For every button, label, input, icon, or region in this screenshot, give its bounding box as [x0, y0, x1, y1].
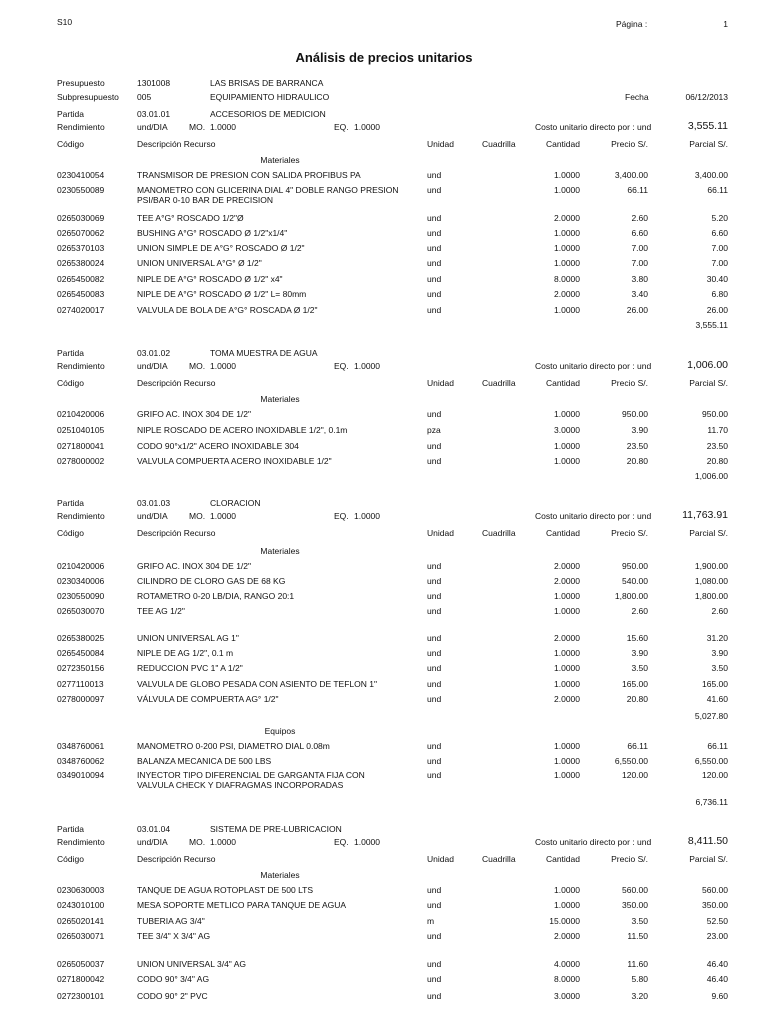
row-code: 0265020141 [57, 916, 105, 926]
col-unidad: Unidad [427, 854, 454, 864]
row-price: 11.50 [627, 931, 648, 941]
row-unit: und [427, 185, 442, 195]
row-partial: 1,080.00 [694, 576, 728, 586]
row-code: 0230550090 [57, 591, 105, 601]
row-price: 3.40 [631, 289, 648, 299]
row-unit: und [427, 959, 442, 969]
row-partial: 2.60 [711, 606, 728, 616]
row-price: 66.11 [627, 185, 648, 195]
row-unit: und [427, 606, 442, 616]
col-codigo: Código [57, 139, 84, 149]
costo-value: 11,763.91 [682, 509, 728, 521]
row-unit: und [427, 974, 442, 984]
row-unit: und [427, 741, 442, 751]
row-code: 0230630003 [57, 885, 105, 895]
presupuesto-code: 1301008 [137, 78, 171, 88]
row-unit: und [427, 991, 442, 1001]
row-partial: 3.90 [711, 648, 728, 658]
row-code: 0348760062 [57, 756, 105, 766]
row-quantity: 2.0000 [554, 561, 580, 571]
eq-value: 1.0000 [354, 361, 380, 371]
row-quantity: 1.0000 [554, 591, 580, 601]
row-partial: 950.00 [702, 409, 728, 419]
eq-value: 1.0000 [354, 122, 380, 132]
row-description: REDUCCION PVC 1" A 1/2" [137, 663, 243, 673]
row-quantity: 2.0000 [554, 633, 580, 643]
row-price: 3.20 [631, 991, 648, 1001]
group-heading: Materiales [260, 155, 300, 165]
row-quantity: 1.0000 [554, 409, 580, 419]
col-cantidad: Cantidad [545, 528, 580, 538]
col-cuadrilla: Cuadrilla [482, 528, 516, 538]
mo-label: MO. [189, 511, 206, 521]
row-description: MANOMETRO 0-200 PSI, DIAMETRO DIAL 0.08m [137, 741, 330, 751]
col-parcial: Parcial S/. [689, 854, 728, 864]
row-code: 0265030071 [57, 931, 105, 941]
row-partial: 1,800.00 [694, 591, 728, 601]
row-unit: pza [427, 425, 441, 435]
row-unit: und [427, 258, 442, 268]
row-price: 540.00 [622, 576, 648, 586]
row-quantity: 1.0000 [554, 441, 580, 451]
group-heading: Equipos [264, 726, 296, 736]
row-quantity: 1.0000 [554, 456, 580, 466]
mo-value: 1.0000 [210, 122, 236, 132]
row-quantity: 1.0000 [554, 663, 580, 673]
row-partial: 52.50 [706, 916, 728, 926]
row-price: 15.60 [626, 633, 648, 643]
row-partial: 46.40 [706, 974, 728, 984]
row-partial: 560.00 [702, 885, 728, 895]
row-description: CILINDRO DE CLORO GAS DE 68 KG [137, 576, 286, 586]
row-code: 0271800041 [57, 441, 105, 451]
row-partial: 120.00 [702, 770, 728, 780]
costo-value: 1,006.00 [687, 359, 728, 371]
rendimiento-unit: und/DIA [137, 837, 168, 847]
fecha-label: Fecha [625, 92, 649, 102]
page-label: Página : [616, 19, 648, 29]
row-quantity: 15.0000 [549, 916, 580, 926]
rendimiento-label: Rendimiento [57, 361, 105, 371]
row-price: 120.00 [622, 770, 648, 780]
row-price: 66.11 [627, 741, 648, 751]
row-partial: 9.60 [711, 991, 728, 1001]
row-partial: 165.00 [702, 679, 728, 689]
row-unit: und [427, 885, 442, 895]
row-description: INYECTOR TIPO DIFERENCIAL DE GARGANTA FIJA CON VALVULA CHECK Y DIAFRAGMAS INCORPORADAS [137, 770, 365, 790]
page-title: Análisis de precios unitarios [295, 50, 473, 65]
row-description: TRANSMISOR DE PRESION CON SALIDA PROFIBUS PA [137, 170, 361, 180]
row-price: 6,550.00 [614, 756, 648, 766]
row-quantity: 1.0000 [554, 741, 580, 751]
row-price: 350.00 [622, 900, 648, 910]
row-description: UNION UNIVERSAL 3/4" AG [137, 959, 246, 969]
row-description: TEE AG 1/2" [137, 606, 185, 616]
row-partial: 20.80 [706, 456, 728, 466]
row-quantity: 2.0000 [554, 576, 580, 586]
row-code: 0210420006 [57, 409, 105, 419]
row-code: 0230410054 [57, 170, 105, 180]
row-quantity: 8.0000 [554, 974, 580, 984]
col-codigo: Código [57, 378, 84, 388]
row-description: GRIFO AC. INOX 304 DE 1/2" [137, 561, 252, 571]
row-price: 6.60 [631, 228, 648, 238]
row-price: 560.00 [622, 885, 648, 895]
partida-label: Partida [57, 109, 84, 119]
costo-value: 3,555.11 [687, 120, 728, 132]
row-unit: und [427, 213, 442, 223]
page-number: 1 [723, 19, 728, 29]
row-quantity: 1.0000 [554, 756, 580, 766]
row-quantity: 1.0000 [554, 770, 580, 780]
row-partial: 6.60 [711, 228, 728, 238]
mo-value: 1.0000 [210, 361, 236, 371]
row-partial: 23.00 [706, 931, 728, 941]
row-price: 7.00 [631, 258, 648, 268]
row-unit: und [427, 305, 442, 315]
row-unit: und [427, 409, 442, 419]
group-subtotal: 3,555.11 [695, 320, 728, 330]
row-price: 20.80 [626, 694, 648, 704]
row-price: 26.00 [626, 305, 648, 315]
row-quantity: 1.0000 [554, 228, 580, 238]
partida-name: SISTEMA DE PRE-LUBRICACION [210, 824, 342, 834]
row-code: 0265030069 [57, 213, 105, 223]
partida-code: 03.01.01 [137, 109, 171, 119]
mo-value: 1.0000 [210, 511, 236, 521]
col-cantidad: Cantidad [545, 854, 580, 864]
col-parcial: Parcial S/. [689, 378, 728, 388]
subpresupuesto-name: EQUIPAMIENTO HIDRAULICO [210, 92, 330, 102]
row-unit: und [427, 770, 442, 780]
row-price: 11.60 [627, 959, 648, 969]
col-cuadrilla: Cuadrilla [482, 139, 516, 149]
subpresupuesto-label: Subpresupuesto [57, 92, 119, 102]
row-unit: und [427, 648, 442, 658]
mo-label: MO. [189, 122, 206, 132]
row-unit: und [427, 274, 442, 284]
row-description: VÁLVULA DE COMPUERTA AG° 1/2" [137, 694, 279, 704]
col-cuadrilla: Cuadrilla [482, 378, 516, 388]
row-code: 0243010100 [57, 900, 105, 910]
row-code: 0278000002 [57, 456, 105, 466]
row-unit: und [427, 591, 442, 601]
row-code: 0265050037 [57, 959, 105, 969]
report-code: S10 [57, 17, 73, 27]
row-code: 0277110013 [57, 679, 104, 689]
row-code: 0348760061 [57, 741, 105, 751]
col-parcial: Parcial S/. [689, 139, 728, 149]
row-price: 2.60 [631, 606, 648, 616]
row-description: TEE 3/4" X 3/4" AG [137, 931, 211, 941]
group-subtotal: 1,006.00 [694, 471, 728, 481]
row-price: 950.00 [622, 409, 648, 419]
row-partial: 3,400.00 [694, 170, 728, 180]
partida-code: 03.01.04 [137, 824, 171, 834]
row-partial: 1,900.00 [694, 561, 728, 571]
col-codigo: Código [57, 854, 84, 864]
eq-label: EQ. [334, 837, 349, 847]
eq-value: 1.0000 [354, 511, 380, 521]
row-quantity: 8.0000 [554, 274, 580, 284]
row-code: 0265450082 [57, 274, 105, 284]
row-description: MESA SOPORTE METLICO PARA TANQUE DE AGUA [137, 900, 347, 910]
costo-label: Costo unitario directo por : und [535, 122, 652, 132]
row-description: CODO 90°x1/2" ACERO INOXIDABLE 304 [137, 441, 299, 451]
row-quantity: 3.0000 [554, 991, 580, 1001]
row-partial: 3.50 [711, 663, 728, 673]
row-code: 0271800042 [57, 974, 105, 984]
row-description: NIPLE DE A°G° ROSCADO Ø 1/2" x4" [137, 274, 283, 284]
row-partial: 46.40 [706, 959, 728, 969]
rendimiento-unit: und/DIA [137, 122, 168, 132]
row-code: 0265380025 [57, 633, 105, 643]
row-price: 2.60 [631, 213, 648, 223]
row-partial: 5.20 [711, 213, 728, 223]
row-price: 23.50 [626, 441, 648, 451]
row-code: 0265370103 [57, 243, 105, 253]
row-description: NIPLE DE A°G° ROSCADO Ø 1/2" L= 80mm [137, 289, 307, 299]
row-price: 1,800.00 [614, 591, 648, 601]
row-price: 165.00 [622, 679, 648, 689]
row-description: NIPLE DE AG 1/2", 0.1 m [137, 648, 234, 658]
row-unit: und [427, 228, 442, 238]
row-code: 0265450084 [57, 648, 105, 658]
row-description: ROTAMETRO 0-20 LB/DIA, RANGO 20:1 [137, 591, 295, 601]
row-price: 3.50 [631, 916, 648, 926]
row-quantity: 2.0000 [554, 289, 580, 299]
col-parcial: Parcial S/. [689, 528, 728, 538]
row-code: 0230340006 [57, 576, 105, 586]
row-quantity: 1.0000 [554, 170, 580, 180]
row-unit: und [427, 694, 442, 704]
row-quantity: 4.0000 [554, 959, 580, 969]
row-description: UNION SIMPLE DE A°G° ROSCADO Ø 1/2" [137, 243, 305, 253]
row-description: MANOMETRO CON GLICERINA DIAL 4" DOBLE RANGO PRESION PSI/BAR 0-10 BAR DE PRECISION [137, 185, 399, 205]
row-quantity: 2.0000 [554, 694, 580, 704]
partida-code: 03.01.03 [137, 498, 171, 508]
row-quantity: 1.0000 [554, 900, 580, 910]
col-unidad: Unidad [427, 378, 454, 388]
row-price: 3,400.00 [614, 170, 648, 180]
row-unit: und [427, 663, 442, 673]
col-codigo: Código [57, 528, 84, 538]
row-partial: 11.70 [707, 425, 728, 435]
rendimiento-unit: und/DIA [137, 511, 168, 521]
row-unit: und [427, 900, 442, 910]
row-quantity: 1.0000 [554, 305, 580, 315]
mo-label: MO. [189, 837, 206, 847]
group-heading: Materiales [260, 870, 300, 880]
fecha-value: 06/12/2013 [685, 92, 728, 102]
row-quantity: 2.0000 [554, 931, 580, 941]
row-partial: 31.20 [706, 633, 728, 643]
col-descripcion: Descripción Recurso [137, 528, 216, 538]
row-price: 3.90 [631, 425, 648, 435]
partida-label: Partida [57, 498, 84, 508]
row-description: BALANZA MECANICA DE 500 LBS [137, 756, 272, 766]
row-description: VALVULA COMPUERTA ACERO INOXIDABLE 1/2" [137, 456, 332, 466]
row-price: 3.80 [631, 274, 648, 284]
row-price: 3.90 [631, 648, 648, 658]
row-description: UNION UNIVERSAL A°G° Ø 1/2" [137, 258, 262, 268]
row-description: VALVULA DE GLOBO PESADA CON ASIENTO DE TEFLON 1" [137, 679, 377, 689]
rendimiento-unit: und/DIA [137, 361, 168, 371]
row-price: 7.00 [631, 243, 648, 253]
row-code: 0265070062 [57, 228, 105, 238]
row-description: GRIFO AC. INOX 304 DE 1/2" [137, 409, 252, 419]
row-description: TUBERIA AG 3/4" [137, 916, 205, 926]
row-partial: 30.40 [706, 274, 728, 284]
group-subtotal: 6,736.11 [695, 797, 728, 807]
col-precio: Precio S/. [611, 139, 648, 149]
row-code: 0265450083 [57, 289, 105, 299]
col-precio: Precio S/. [611, 378, 648, 388]
row-unit: und [427, 679, 442, 689]
row-code: 0265380024 [57, 258, 105, 268]
costo-label: Costo unitario directo por : und [535, 361, 652, 371]
partida-name: CLORACION [210, 498, 261, 508]
row-unit: und [427, 561, 442, 571]
col-precio: Precio S/. [611, 528, 648, 538]
row-quantity: 1.0000 [554, 243, 580, 253]
row-partial: 350.00 [702, 900, 728, 910]
eq-label: EQ. [334, 511, 349, 521]
row-unit: und [427, 931, 442, 941]
row-description: TEE A°G° ROSCADO 1/2"Ø [137, 213, 244, 223]
col-cantidad: Cantidad [545, 139, 580, 149]
row-description: NIPLE ROSCADO DE ACERO INOXIDABLE 1/2", 0.1m [137, 425, 348, 435]
row-unit: und [427, 756, 442, 766]
col-descripcion: Descripción Recurso [137, 378, 216, 388]
row-quantity: 1.0000 [554, 258, 580, 268]
row-description: CODO 90° 3/4" AG [137, 974, 210, 984]
row-partial: 66.11 [707, 741, 728, 751]
row-unit: und [427, 633, 442, 643]
row-quantity: 1.0000 [554, 648, 580, 658]
row-description: TANQUE DE AGUA ROTOPLAST DE 500 LTS [137, 885, 314, 895]
partida-label: Partida [57, 348, 84, 358]
rendimiento-label: Rendimiento [57, 122, 105, 132]
col-unidad: Unidad [427, 139, 454, 149]
group-heading: Materiales [260, 546, 300, 556]
row-code: 0251040105 [57, 425, 105, 435]
row-unit: und [427, 289, 442, 299]
row-code: 0274020017 [57, 305, 105, 315]
row-price: 20.80 [626, 456, 648, 466]
mo-label: MO. [189, 361, 206, 371]
eq-label: EQ. [334, 122, 349, 132]
row-price: 5.80 [631, 974, 648, 984]
costo-value: 8,411.50 [687, 835, 728, 847]
partida-name: ACCESORIOS DE MEDICION [210, 109, 326, 119]
row-unit: und [427, 456, 442, 466]
row-quantity: 2.0000 [554, 213, 580, 223]
row-code: 0210420006 [57, 561, 105, 571]
row-code: 0265030070 [57, 606, 105, 616]
row-price: 3.50 [631, 663, 648, 673]
row-code: 0278000097 [57, 694, 105, 704]
rendimiento-label: Rendimiento [57, 837, 105, 847]
row-code: 0272350156 [57, 663, 105, 673]
row-partial: 6.80 [711, 289, 728, 299]
group-subtotal: 5,027.80 [694, 711, 728, 721]
costo-label: Costo unitario directo por : und [535, 511, 652, 521]
row-description: VALVULA DE BOLA DE A°G° ROSCADA Ø 1/2" [137, 305, 318, 315]
row-partial: 7.00 [711, 243, 728, 253]
row-quantity: 1.0000 [554, 185, 580, 195]
subpresupuesto-code: 005 [137, 92, 152, 102]
eq-value: 1.0000 [354, 837, 380, 847]
row-unit: und [427, 441, 442, 451]
mo-value: 1.0000 [210, 837, 236, 847]
row-partial: 6,550.00 [694, 756, 728, 766]
row-quantity: 1.0000 [554, 885, 580, 895]
row-description: CODO 90° 2" PVC [137, 991, 208, 1001]
costo-label: Costo unitario directo por : und [535, 837, 652, 847]
presupuesto-name: LAS BRISAS DE BARRANCA [210, 78, 324, 88]
group-heading: Materiales [260, 394, 300, 404]
eq-label: EQ. [334, 361, 349, 371]
rendimiento-label: Rendimiento [57, 511, 105, 521]
row-partial: 26.00 [706, 305, 728, 315]
col-cuadrilla: Cuadrilla [482, 854, 516, 864]
row-partial: 66.11 [707, 185, 728, 195]
col-descripcion: Descripción Recurso [137, 854, 216, 864]
row-unit: und [427, 170, 442, 180]
row-price: 950.00 [622, 561, 648, 571]
row-description: UNION UNIVERSAL AG 1" [137, 633, 239, 643]
presupuesto-label: Presupuesto [57, 78, 105, 88]
row-partial: 23.50 [706, 441, 728, 451]
row-partial: 41.60 [706, 694, 728, 704]
row-unit: und [427, 576, 442, 586]
col-cantidad: Cantidad [545, 378, 580, 388]
row-quantity: 1.0000 [554, 606, 580, 616]
partida-code: 03.01.02 [137, 348, 171, 358]
row-quantity: 3.0000 [554, 425, 580, 435]
row-code: 0272300101 [57, 991, 105, 1001]
col-unidad: Unidad [427, 528, 454, 538]
row-code: 0349010094 [57, 770, 105, 780]
row-description: BUSHING A°G° ROSCADO Ø 1/2"x1/4" [137, 228, 288, 238]
row-quantity: 1.0000 [554, 679, 580, 689]
row-code: 0230550089 [57, 185, 105, 195]
partida-label: Partida [57, 824, 84, 834]
col-descripcion: Descripción Recurso [137, 139, 216, 149]
row-partial: 7.00 [711, 258, 728, 268]
row-unit: und [427, 243, 442, 253]
partida-name: TOMA MUESTRA DE AGUA [210, 348, 318, 358]
row-unit: m [427, 916, 435, 926]
col-precio: Precio S/. [611, 854, 648, 864]
